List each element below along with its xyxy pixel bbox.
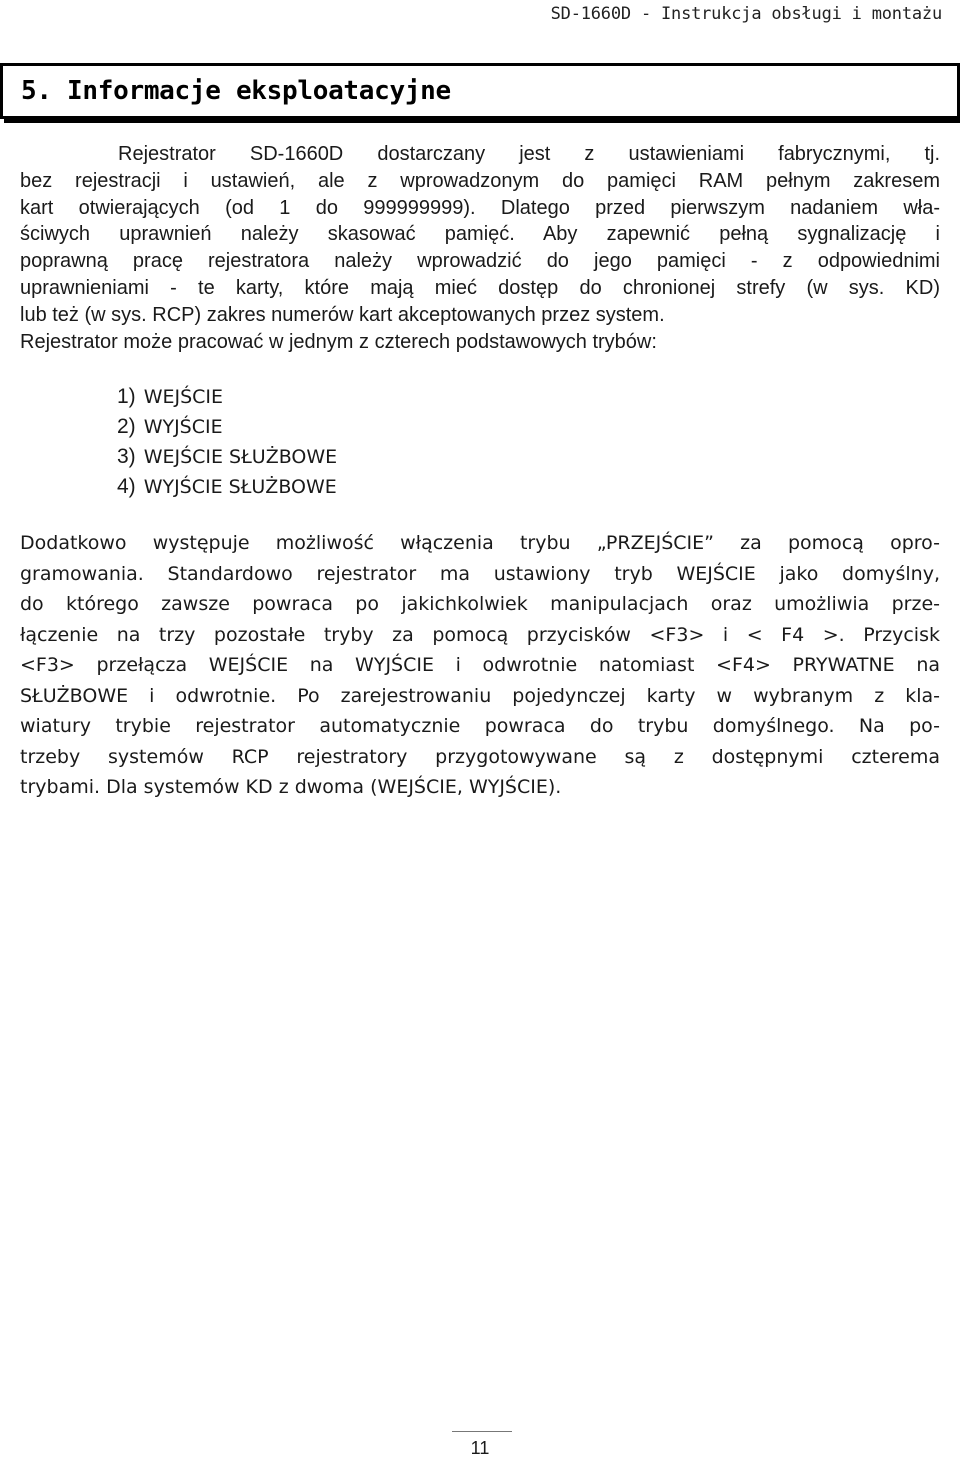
section-heading-box [0,63,960,119]
intro-paragraph [20,141,940,355]
list-item-label: WEJŚCIE SŁUŻBOWE [143,446,338,468]
paragraph-line: uprawnieniami - te karty, które mają mieć dostęp do chronionej strefy (w sys. KD) [20,276,940,299]
list-item-label: WYJŚCIE SŁUŻBOWE [143,476,337,498]
modes-list [117,382,337,502]
extra-paragraph [20,528,940,803]
list-item-number: 4) [117,475,136,498]
list-item-number: 2) [117,415,136,438]
list-item-label: WYJŚCIE [143,416,223,438]
list-item [117,472,337,502]
list-item [117,442,337,472]
paragraph-line: <F3> przełącza WEJŚCIE na WYJŚCIE i odwrotnie natomiast <F4> PRYWATNE na [20,654,940,676]
paragraph-line: Dodatkowo występuje możliwość włączenia trybu „PRZEJŚCIE” za pomocą opro- [20,532,940,554]
paragraph-line: wiatury trybie rejestrator automatycznie powraca do trybu domyślnego. Na po- [20,715,940,737]
paragraph-line: kart otwierających (od 1 do 999999999). Dlatego przed pierwszym nadaniem wła- [20,196,940,219]
list-item [117,382,337,412]
paragraph-line: Rejestrator może pracować w jednym z czterech podstawowych trybów: [20,330,657,353]
list-item-label: WEJŚCIE [143,386,224,408]
paragraph-line: poprawną pracę rejestratora należy wprowadzić do jego pamięci - z odpowiednimi [20,250,940,273]
paragraph-line: łączenie na trzy pozostałe tryby za pomocą przycisków <F3> i < F4 >. Przycisk [20,623,940,646]
paragraph-line: gramowania. Standardowo rejestrator ma ustawiony tryb WEJŚCIE jako domyślny, [20,562,940,585]
paragraph-line: ściwych uprawnień należy skasować pamięć. Aby zapewnić pełną sygnalizację i [20,223,940,246]
paragraph-line: Rejestrator SD-1660D dostarczany jest z ustawieniami fabrycznymi, tj. [118,143,940,165]
paragraph-line: trzeby systemów RCP rejestratory przygotowywane są z dostępnymi czterema [20,745,940,768]
section-title: 5. Informacje eksploatacyjne [21,76,451,106]
list-item [117,412,337,442]
paragraph-line: do którego zawsze powraca po jakichkolwiek manipulacjach oraz umożliwia prze- [20,593,940,615]
page-number: 11 [470,1438,490,1458]
list-item-number: 1) [117,385,136,408]
paragraph-line: lub też (w sys. RCP) zakres numerów kart akceptowanych przez system. [20,303,665,326]
running-header: SD-1660D - Instrukcja obsługi i montażu [550,4,942,24]
paragraph-line: SŁUŻBOWE i odwrotnie. Po zarejestrowaniu pojedynczej karty w wybranym z kla- [20,684,940,707]
paragraph-line: bez rejestracji i ustawień, ale z wprowadzonym do pamięci RAM pełnym zakresem [20,169,940,192]
paragraph-line: trybami. Dla systemów KD z dwoma (WEJŚCIE, WYJŚCIE). [20,776,562,798]
list-item-number: 3) [117,445,136,468]
footer-divider [452,1431,512,1432]
